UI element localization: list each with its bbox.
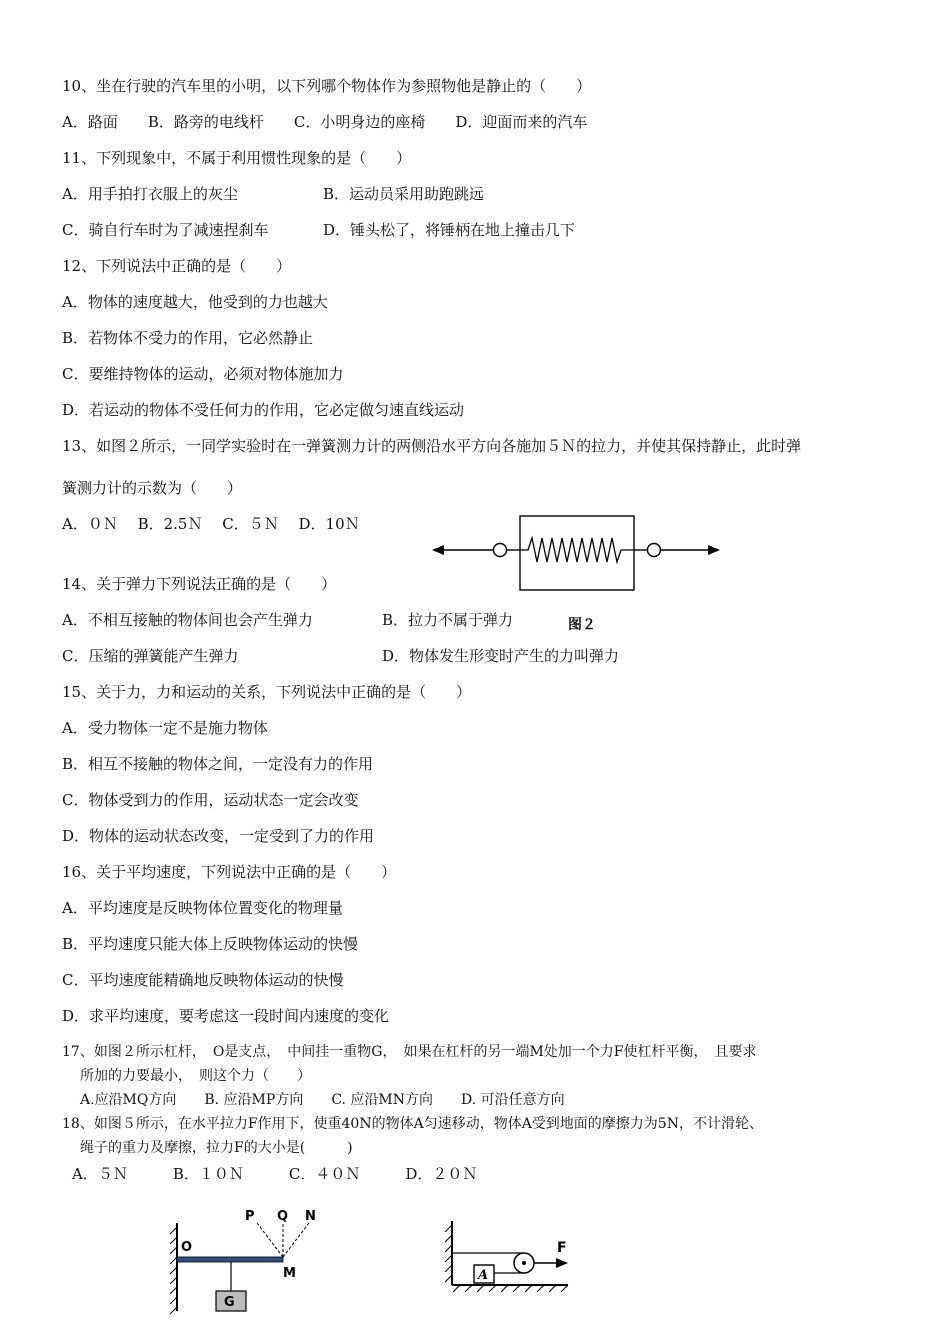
figure-2-label: 图２ — [568, 617, 596, 633]
label-o: O — [181, 1240, 193, 1255]
q14-option-b: B．拉力不属于弹力 — [382, 611, 514, 629]
q15-option-d: D．物体的运动状态改变，一定受到了力的作用 — [62, 827, 375, 845]
pulley-figure — [440, 1215, 585, 1295]
right-hook-ring — [648, 544, 661, 557]
q16-option-b: B．平均速度只能大体上反映物体运动的快慢 — [62, 935, 359, 953]
q11-option-b: B．运动员采用助跑跳远 — [323, 185, 485, 203]
q11-option-c: C．骑自行车时为了减速捏刹车 — [62, 221, 269, 239]
q14-stem: 14、关于弹力下列说法正确的是（ ） — [62, 575, 337, 593]
left-hook-ring — [494, 544, 507, 557]
label-m: M — [283, 1266, 296, 1281]
label-f: F — [557, 1240, 567, 1256]
q17-stem-line2: 所加的力要最小， 则这个力（ ） — [80, 1068, 311, 1084]
q15-stem: 15、关于力，力和运动的关系，下列说法中正确的是（ ） — [62, 683, 472, 701]
q15-option-a: A．受力物体一定不是施力物体 — [62, 719, 268, 737]
label-p: P — [245, 1209, 255, 1224]
lever-figure — [165, 1205, 335, 1315]
q13-stem-line1: 13、如图２所示，一同学实验时在一弹簧测力计的两侧沿水平方向各施加５Ｎ的拉力，并使其保持静止，此时弹 — [62, 437, 802, 455]
q12-option-d: D．若运动的物体不受任何力的作用，它必定做匀速直线运动 — [62, 401, 465, 419]
q18-stem-line1: 18、如图５所示，在水平拉力F作用下，使重40N的物体A匀速移动，物体A受到地面的摩擦力为5N，不计滑轮、 — [62, 1116, 763, 1132]
q12-stem: 12、下列说法中正确的是（ ） — [62, 257, 292, 275]
q12-option-c: C．要维持物体的运动，必须对物体施加力 — [62, 365, 344, 383]
q16-option-c: C．平均速度能精确地反映物体运动的快慢 — [62, 971, 344, 989]
q16-option-a: A．平均速度是反映物体位置变化的物理量 — [62, 899, 343, 917]
scale-housing — [520, 516, 634, 590]
label-a: A — [478, 1268, 489, 1283]
q14-option-c: C．压缩的弹簧能产生弹力 — [62, 647, 239, 665]
q10-stem: 10、坐在行驶的汽车里的小明，以下列哪个物体作为参照物他是静止的（ ） — [62, 77, 592, 95]
left-arrowhead — [432, 545, 444, 555]
q12-option-b: B．若物体不受力的作用，它必然静止 — [62, 329, 314, 347]
q11-stem: 11、下列现象中，不属于利用惯性现象的是（ ） — [62, 149, 412, 167]
q14-option-d: D．物体发生形变时产生的力叫弹力 — [382, 647, 620, 665]
q18-options: A．５Ｎ B．１０Ｎ C．４０Ｎ D．２０Ｎ — [72, 1165, 478, 1183]
q10-options: A．路面 B．路旁的电线杆 C．小明身边的座椅 D．迎面而来的汽车 — [62, 113, 588, 131]
spring-scale-figure — [430, 512, 725, 596]
q14-option-a: A．不相互接触的物体间也会产生弹力 — [62, 611, 313, 629]
q11-option-d: D．锤头松了，将锤柄在地上撞击几下 — [323, 221, 576, 239]
q16-option-d: D．求平均速度，要考虑这一段时间内速度的变化 — [62, 1007, 390, 1025]
q13-stem-line2: 簧测力计的示数为（ ） — [62, 479, 243, 497]
q18-stem-line2: 绳子的重力及摩擦，拉力F的大小是( ) — [80, 1140, 353, 1156]
q17-stem-line1: 17、如图２所示杠杆， O是支点， 中间挂一重物G， 如果在杠杆的另一端M处加一个力F使杠杆平衡， 且要求 — [62, 1044, 757, 1060]
right-arrowhead — [708, 545, 720, 555]
q17-options: A.应沿MQ方向 B. 应沿MP方向 C. 应沿MN方向 D. 可沿任意方向 — [80, 1092, 565, 1108]
q15-option-c: C．物体受到力的作用，运动状态一定会改变 — [62, 791, 359, 809]
lever-bar — [177, 1257, 283, 1262]
direction-mp — [257, 1223, 283, 1257]
q16-stem: 16、关于平均速度，下列说法中正确的是（ ） — [62, 863, 397, 881]
q15-option-b: B．相互不接触的物体之间，一定没有力的作用 — [62, 755, 374, 773]
label-n: N — [305, 1209, 316, 1224]
pull-arrowhead — [556, 1258, 568, 1268]
q11-option-a: A．用手拍打衣服上的灰尘 — [62, 185, 238, 203]
q12-option-a: A．物体的速度越大，他受到的力也越大 — [62, 293, 328, 311]
weight-label: G — [224, 1295, 235, 1310]
label-q: Q — [277, 1209, 289, 1224]
direction-mn — [283, 1223, 309, 1257]
q13-options: A．０Ｎ B．2.5Ｎ C．５Ｎ D．10Ｎ — [62, 515, 360, 533]
